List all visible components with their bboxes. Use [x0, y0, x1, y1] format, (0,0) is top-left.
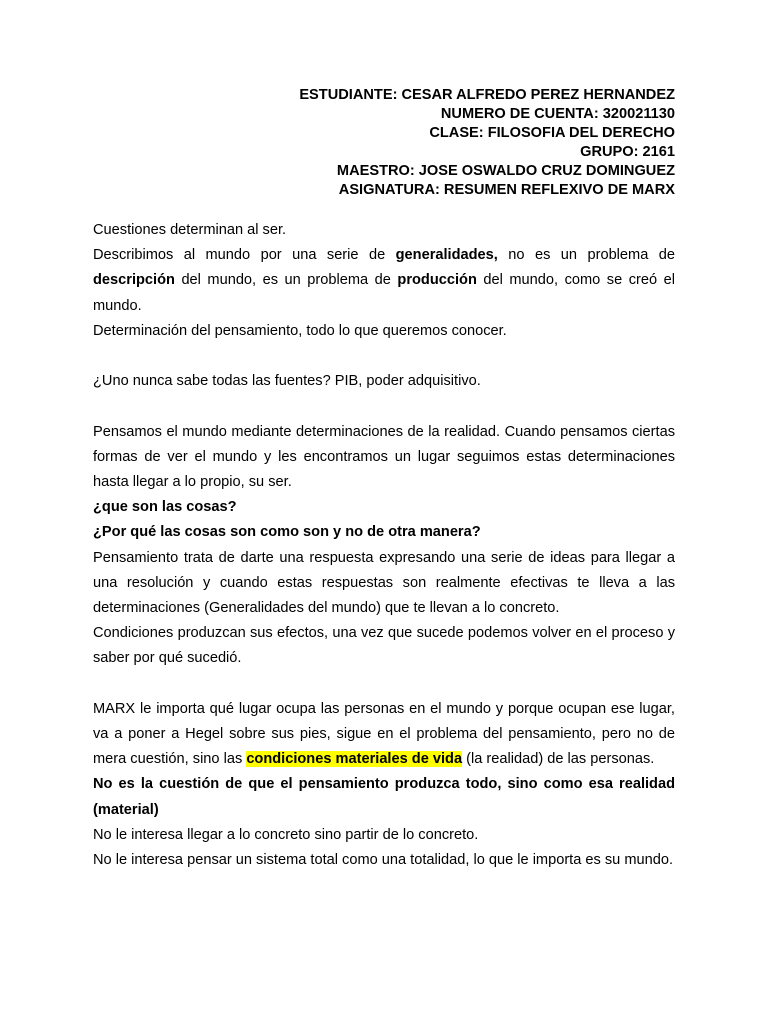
- paragraph-1: Cuestiones determinan al ser.: [93, 222, 287, 238]
- highlighted-phrase: condiciones materiales de vida: [246, 751, 463, 768]
- paragraph-2-text-1: Describimos al mundo por una serie de: [93, 247, 396, 264]
- subject-line: ASIGNATURA: RESUMEN REFLEXIVO DE MARX: [338, 182, 675, 198]
- paragraph-8-text-2: (la realidad) de las personas.: [462, 751, 655, 768]
- document-body: [93, 218, 675, 873]
- paragraph-7: Condiciones produzcan sus efectos, una vez que sucede podemos volver en el proceso y saber por qué sucedió.: [93, 625, 675, 667]
- paragraph-4: ¿Uno nunca sabe todas las fuentes? PIB, poder adquisitivo.: [93, 373, 481, 390]
- teacher-line: MAESTRO: JOSE OSWALDO CRUZ DOMINGUEZ: [336, 163, 675, 179]
- paragraph-8: [93, 697, 675, 773]
- paragraph-10: No le interesa llegar a lo concreto sino partir de lo concreto.: [93, 826, 479, 843]
- student-name-line: ESTUDIANTE: CESAR ALFREDO PEREZ HERNANDEZ: [299, 87, 675, 103]
- produccion-bold: producción: [397, 272, 477, 289]
- paragraph-2-text-4: del mundo, como se creó el mundo.: [93, 272, 675, 314]
- paragraph-6: Pensamiento trata de darte una respuesta expresando una serie de ideas para llegar a una resolución y cuando estas respuestas son realmente efectivas te lleva a las determinaciones (Generalidades del mundo) que te llevan a lo concreto.: [93, 549, 675, 617]
- paragraph-5: Pensamos el mundo mediante determinaciones de la realidad. Cuando pensamos ciertas formas de ver el mundo y les encontramos un lugar seguimos estas determinaciones hasta llegar a lo propio, su ser.: [93, 423, 675, 490]
- descripcion-bold: descripción: [93, 272, 175, 289]
- question-1: ¿que son las cosas?: [93, 499, 237, 516]
- blank-line: [93, 672, 675, 697]
- group-line: GRUPO: 2161: [580, 144, 675, 160]
- paragraph-2: [93, 243, 675, 319]
- paragraph-2-text-2: no es un problema de: [497, 247, 675, 264]
- paragraph-9-bold: No es la cuestión de que el pensamiento produzca todo, sino como esa realidad (material): [93, 776, 675, 818]
- paragraph-2-text-3: del mundo, es un problema de: [174, 272, 398, 289]
- student-header: [93, 86, 675, 200]
- blank-line: [93, 344, 675, 369]
- paragraph-3: Determinación del pensamiento, todo lo que queremos conocer.: [93, 322, 507, 339]
- question-2: ¿Por qué las cosas son como son y no de otra manera?: [93, 524, 481, 541]
- paragraph-8-text-1: MARX le importa qué lugar ocupa las personas en el mundo y porque ocupan ese lugar, va a poner a Hegel sobre sus pies, sigue en el problema del pensamiento, pero no de mera cuestión, sino las: [93, 700, 675, 768]
- generalidades-bold: generalidades,: [395, 247, 498, 264]
- blank-line: [93, 394, 675, 419]
- account-number-line: NUMERO DE CUENTA: 320021130: [440, 106, 675, 122]
- paragraph-11: No le interesa pensar un sistema total como una totalidad, lo que le importa es su mundo.: [93, 852, 674, 869]
- class-line: CLASE: FILOSOFIA DEL DERECHO: [429, 125, 675, 141]
